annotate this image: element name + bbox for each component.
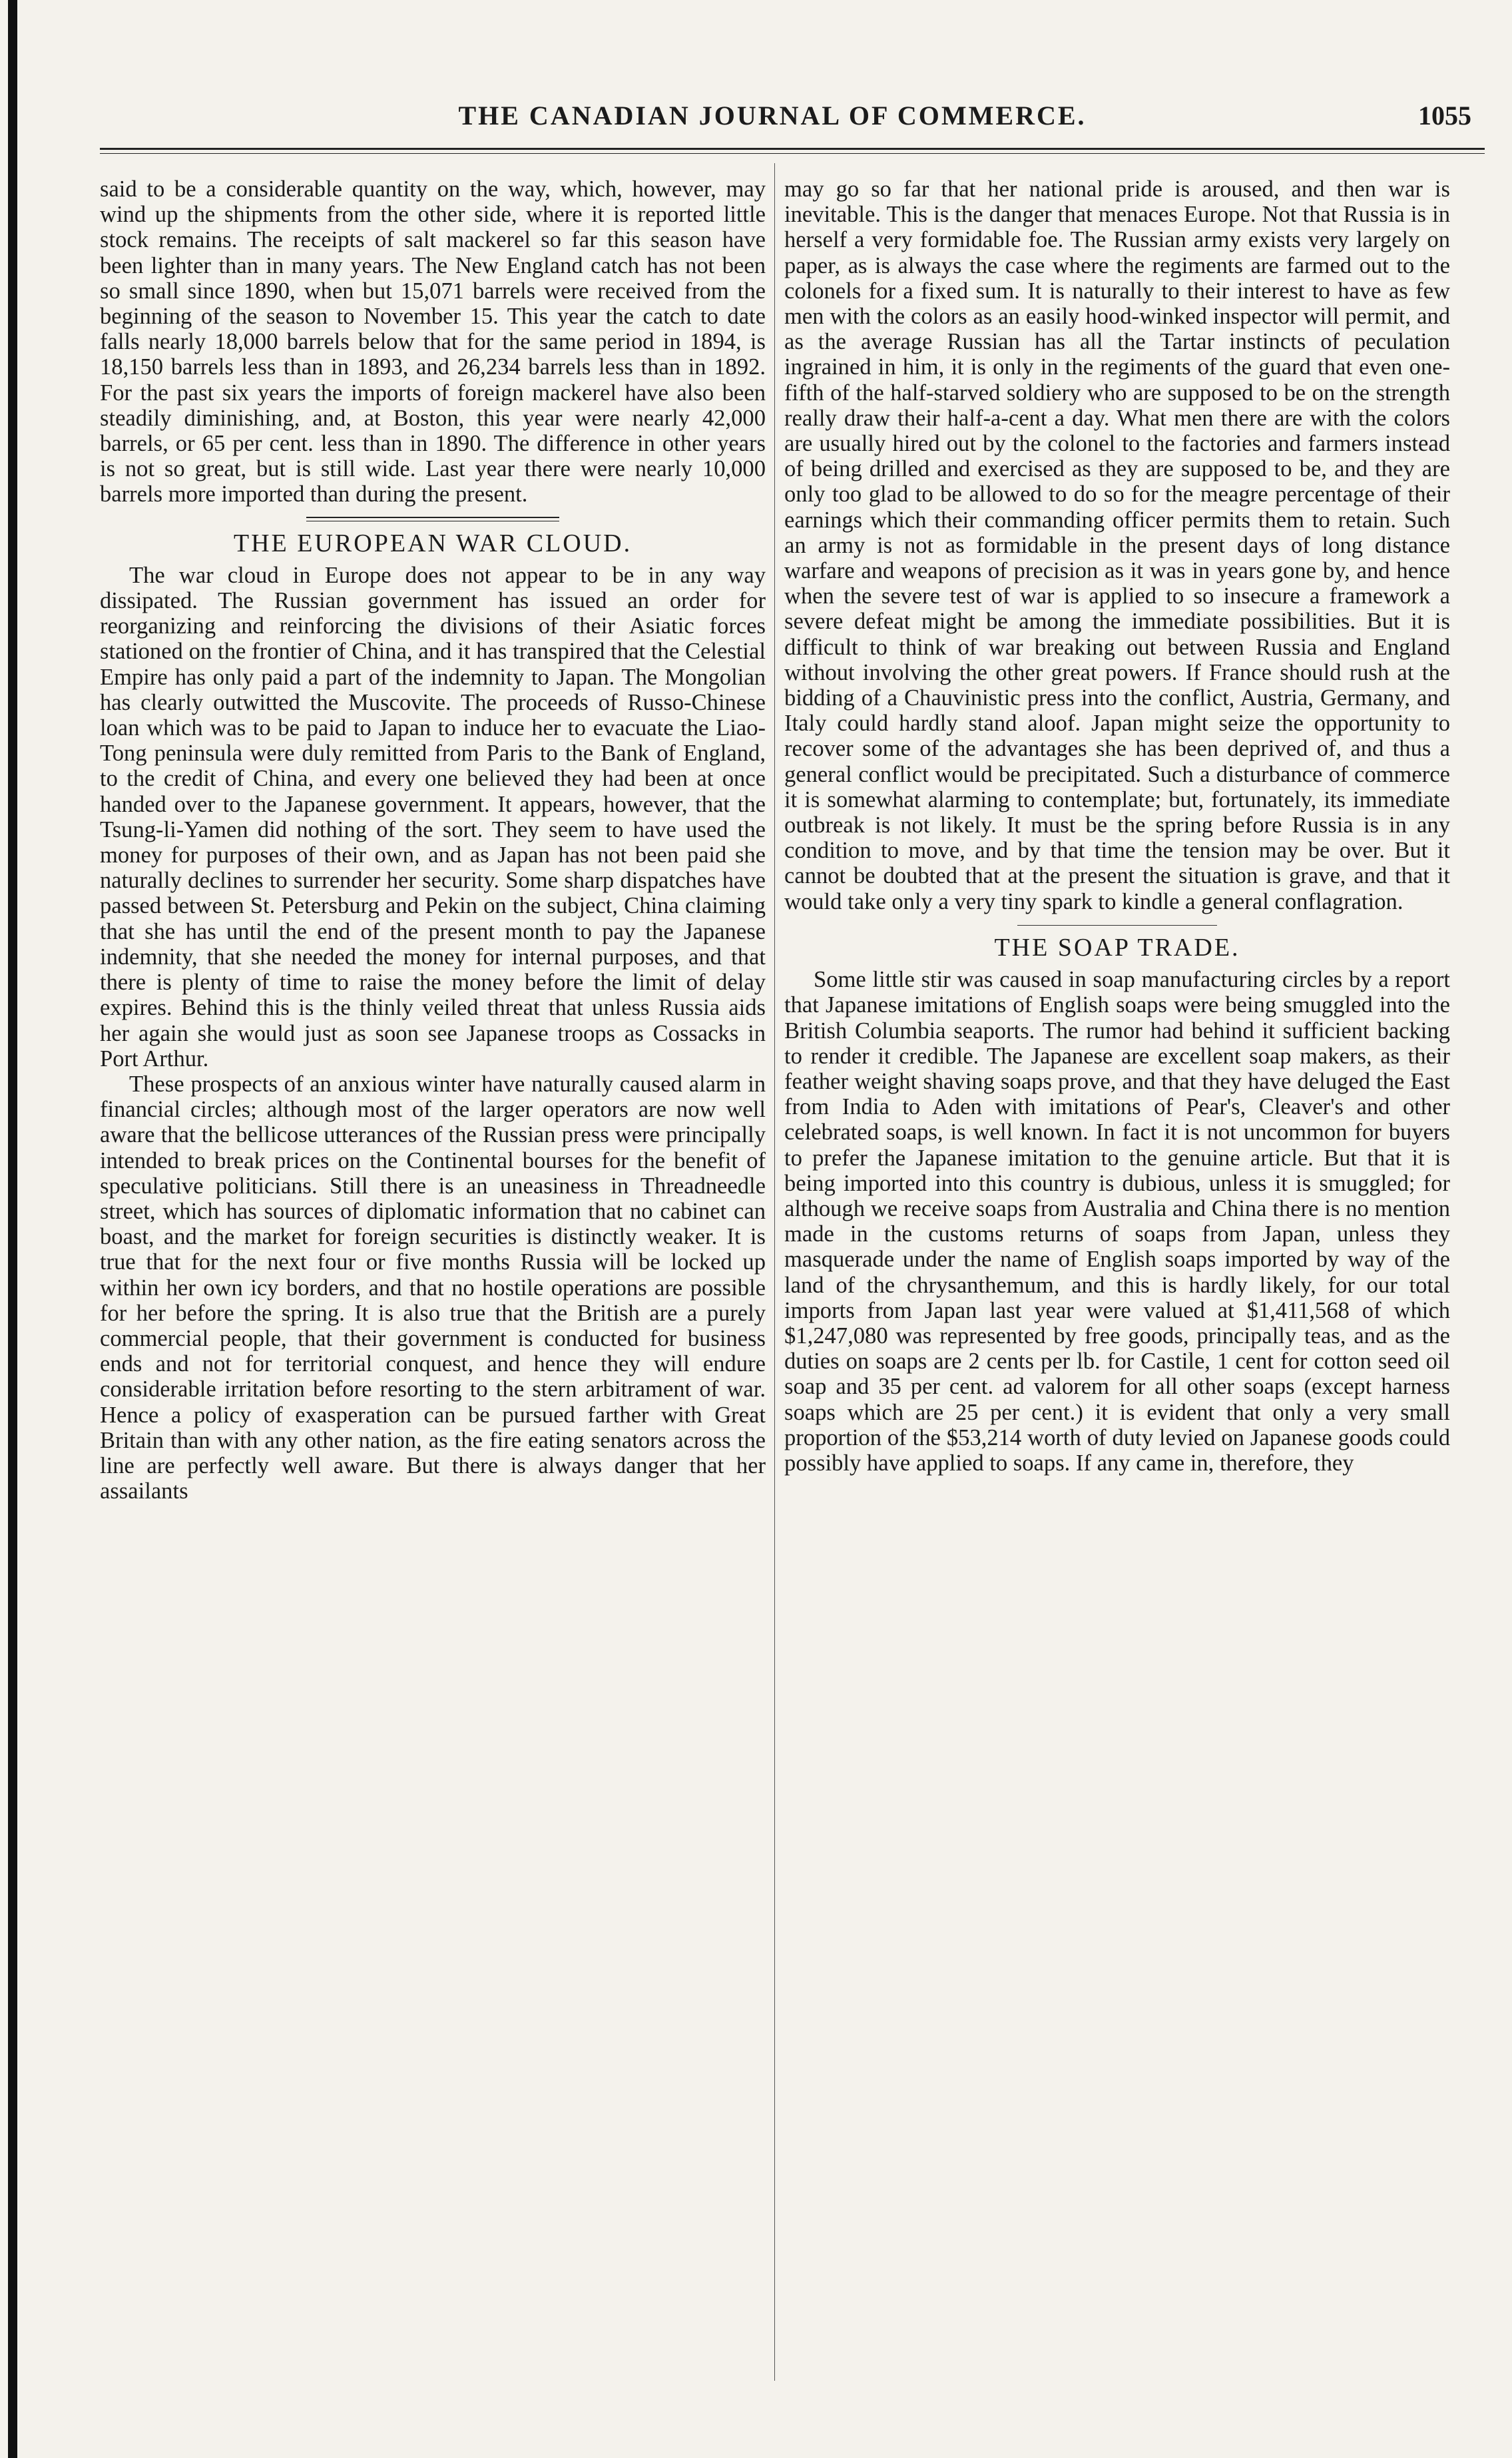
- article-paragraph: may go so far that her national pride is aroused, and then war is inevitable. This is the danger that menaces Europe. Not that Russia is in herself a very formidable foe. The Russian army exists very largely on paper, as is always the case where the regiments are farmed out to the colonels for a fixed sum. It is naturally to their interest to have as few men with the colors as an easily hood-winked inspector will permit, and as the average Russian has all the Tartar instincts of peculation ingrained in him, it is only in the regiments of the guard that even one-fifth of the half-starved soldiery who are supposed to be on the strength really draw their half-a-cent a day. What men there are with the colors are usually hired out by the colonel to the factories and farmers instead of being drilled and exercised as they are supposed to be, and they are only too glad to be allowed to do so for the meagre percentage of their earnings which their commanding officer permits them to retain. Such an army is not as formidable in the present days of long distance warfare and weapons of precision as it was in years gone by, and hence when the severe test of war is applied to so insecure a framework a severe defeat might be among the immediate possibilities. But it is difficult to think of war breaking out between Russia and England without involving the other great powers. If France should rush at the bidding of a Chauvinistic press into the conflict, Austria, Germany, and Italy could hardly stand aloof. Japan might seize the opportunity to recover some of the advantages she has been deprived of, and thus a general conflict would be precipitated. Such a disturbance of commerce it is somewhat alarming to contemplate; but, fortunately, its immediate outbreak is not likely. It must be the spring before Russia is in any condition to move, and by that time the tension may be over. But it cannot be doubted that at the present the situation is grave, and that it would take only a very tiny spark to kindle a general conflagration.: [784, 176, 1450, 914]
- article-paragraph: The war cloud in Europe does not appear to be in any way dissipated. The Russian government has issued an order for reorganizing and reinforcing the divisions of their Asiatic forces stationed on the frontier of China, and it has transpired that the Celestial Empire has only paid a part of the indemnity to Japan. The Mongolian has clearly outwitted the Muscovite. The proceeds of Russo-Chinese loan which was to be paid to Japan to induce her to evacuate the Liao-Tong peninsula were duly remitted from Paris to the Bank of England, to the credit of China, and every one believed they had been at once handed over to the Japanese government. It appears, however, that the Tsung-li-Yamen did nothing of the sort. They seem to have used the money for purposes of their own, and as Japan has not been paid she naturally declines to surrender her security. Some sharp dispatches have passed between St. Petersburg and Pekin on the subject, China claiming that she has until the end of the present month to pay the Japanese indemnity, that she needed the money for internal purposes, and that there is plenty of time to raise the money before the limit of delay expires. Behind this is the thinly veiled threat that unless Russia aids her again she would just as soon see Japanese troops as Cossacks in Port Arthur.: [100, 562, 766, 1072]
- intro-paragraph: said to be a considerable quantity on the way, which, however, may wind up the shipments from the other side, where it is reported little stock remains. The receipts of salt mackerel so far this season have been lighter than in many years. The New England catch has not been so small since 1890, when but 15,071 barrels were received from the beginning of the season to November 15. This year the catch to date falls nearly 18,000 barrels below that for the same period in 1894, is 18,150 barrels less than in 1893, and 26,234 barrels less than in 1892. For the past six years the imports of foreign mackerel have also been steadily diminishing, and, at Boston, this year were nearly 42,000 barrels, or 65 per cent. less than in 1890. The difference in other years is not so great, but is still wide. Last year there were nearly 10,000 barrels more imported than during the present.: [100, 176, 766, 507]
- article-paragraph: These prospects of an anxious winter have naturally caused alarm in financial circles; although most of the larger operators are now well aware that the bellicose utterances of the Russian press were principally intended to break prices on the Continental bourses for the benefit of speculative politicians. Still there is an uneasiness in Threadneedle street, which has sources of diplomatic information that no cabinet can boast, and the market for foreign securities is distinctly weaker. It is true that for the next four or five months Russia will be locked up within her own icy borders, and that no hostile operations are possible for her before the spring. It is also true that the British are a purely commercial people, that their government is conducted for business ends and not for territorial conquest, and hence they will endure considerable irritation before resorting to the stern arbitrament of war. Hence a policy of exasperation can be pursued farther with Great Britain than with any other nation, as the fire eating senators across the line are perfectly well aware. But there is always danger that her assailants: [100, 1071, 766, 1504]
- section-separator: [306, 517, 559, 521]
- section-separator: [1017, 925, 1217, 926]
- binding-edge: [8, 0, 17, 2458]
- page-number: 1055: [1418, 101, 1471, 131]
- header-rule: [100, 148, 1485, 150]
- right-column: [784, 176, 1450, 1476]
- section-title-soap-trade: THE SOAP TRADE.: [994, 933, 1240, 962]
- section-title-european-war-cloud: THE EUROPEAN WAR CLOUD.: [233, 529, 632, 557]
- article-paragraph: Some little stir was caused in soap manufacturing circles by a report that Japanese imitations of English soaps were being smuggled into the British Columbia seaports. The rumor had behind it sufficient backing to render it credible. The Japanese are excellent soap makers, as their feather weight shaving soaps prove, and that they have deluged the East from India to Aden with imitations of Pear's, Cleaver's and other celebrated soaps, is well known. In fact it is not uncommon for buyers to prefer the Japanese imitation to the genuine article. But that it is being imported into this country is dubious, unless it is smuggled; for although we receive soaps from Australia and China there is no mention made in the customs returns of soaps from Japan, unless they masquerade under the name of English soaps imported by way of the land of the chrysanthemum, and this is hardly likely, for our total imports from Japan last year were valued at $1,411,568 of which $1,247,080 was represented by free goods, principally teas, and as the duties on soaps are 2 cents per lb. for Castile, 1 cent for cotton seed oil soap and 35 per cent. ad valorem for all other soaps (except harness soaps which are 25 per cent.) it is evident that only a very small proportion of the $53,214 worth of duty levied on Japanese goods could possibly have applied to soaps. If any came in, therefore, they: [784, 967, 1450, 1476]
- column-divider: [774, 163, 775, 2381]
- journal-title: THE CANADIAN JOURNAL OF COMMERCE.: [458, 101, 1087, 131]
- header-rule-thin: [100, 153, 1485, 154]
- newspaper-page: [47, 0, 1498, 2458]
- left-column: [100, 176, 766, 1504]
- page-header: [47, 100, 1498, 147]
